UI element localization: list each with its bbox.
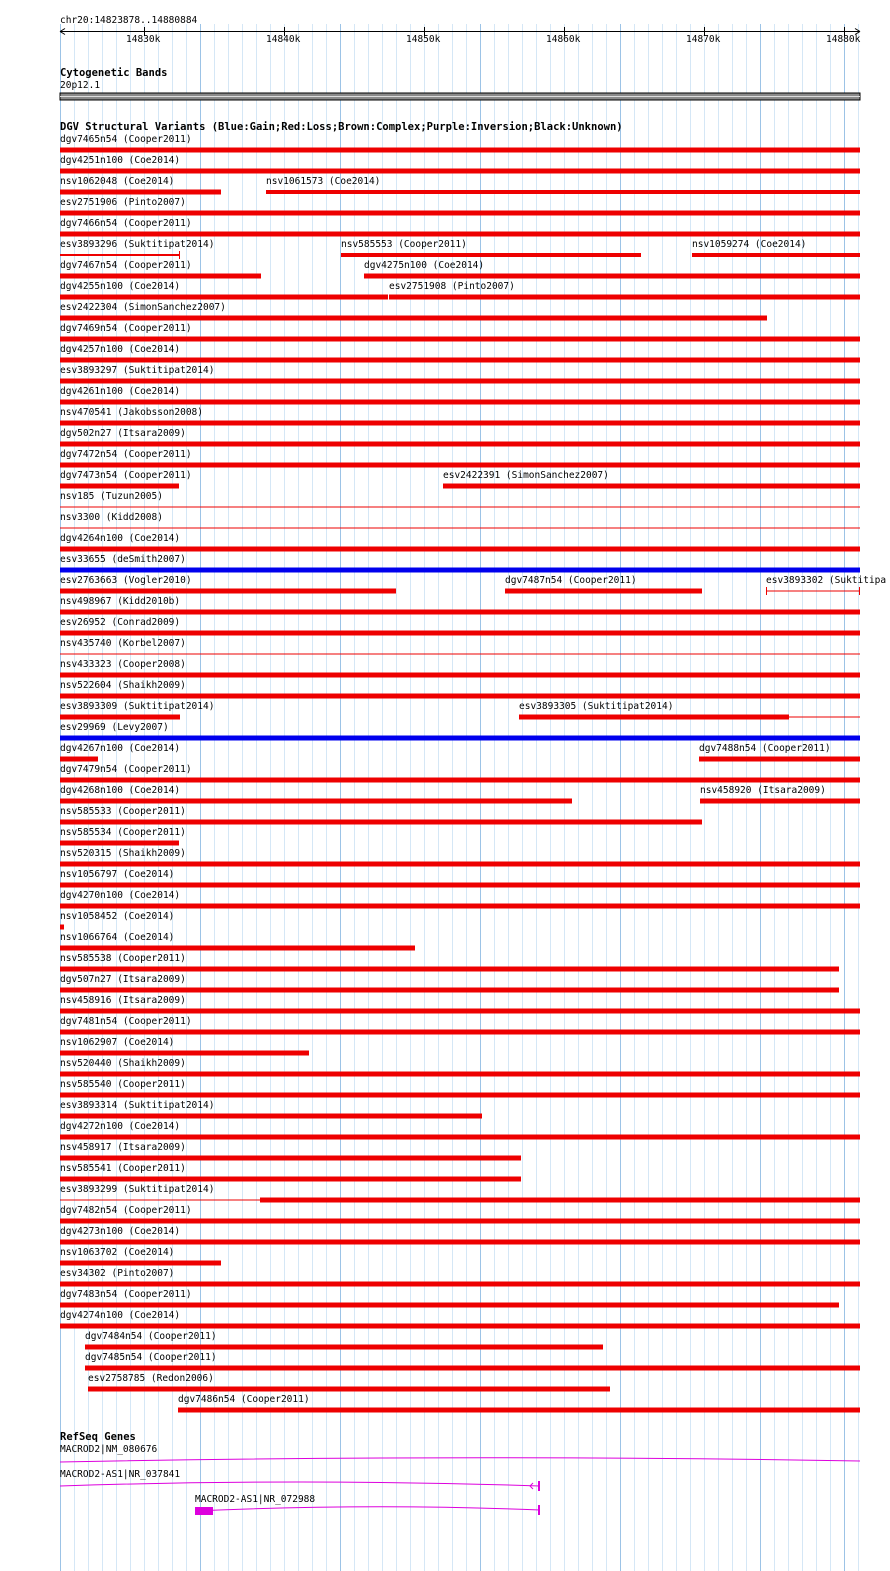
variant-bar[interactable] (85, 1345, 603, 1350)
gene-exon[interactable] (538, 1481, 540, 1491)
variant-label[interactable]: dgv4273n100 (Coe2014) (60, 1226, 181, 1237)
variant-label[interactable]: nsv1056797 (Coe2014) (60, 869, 175, 880)
variant-label[interactable]: nsv1062048 (Coe2014) (60, 176, 175, 187)
variant-bar[interactable] (692, 253, 860, 257)
variant-bar[interactable] (60, 169, 860, 174)
variant-bar[interactable] (60, 841, 179, 846)
variant-label[interactable]: esv33655 (deSmith2007) (60, 554, 186, 565)
variant-end-tick (179, 251, 180, 259)
variant-label[interactable]: nsv1066764 (Coe2014) (60, 932, 175, 943)
region-label: chr20:14823878..14880884 (60, 15, 198, 26)
variant-label[interactable]: dgv7469n54 (Cooper2011) (60, 323, 192, 334)
variant-bar[interactable] (60, 1303, 839, 1308)
variant-bar[interactable] (178, 1408, 860, 1413)
variant-label[interactable]: dgv4267n100 (Coe2014) (60, 743, 181, 754)
variant-label[interactable]: esv34302 (Pinto2007) (60, 1268, 175, 1279)
variant-label[interactable]: dgv4275n100 (Coe2014) (364, 260, 485, 271)
variant-label[interactable]: nsv585540 (Cooper2011) (60, 1079, 186, 1090)
ruler-tick-label: 14880k (826, 34, 861, 45)
variant-bar[interactable] (60, 883, 860, 888)
variant-bar[interactable] (60, 463, 860, 468)
ruler-tick-label: 14830k (126, 34, 161, 45)
variant-label[interactable]: dgv4272n100 (Coe2014) (60, 1121, 181, 1132)
variant-bar[interactable] (60, 946, 415, 951)
variant-label[interactable]: dgv7472n54 (Cooper2011) (60, 449, 192, 460)
variant-label[interactable]: dgv7465n54 (Cooper2011) (60, 134, 192, 145)
variant-label[interactable]: nsv585553 (Cooper2011) (341, 239, 467, 250)
variant-bar[interactable] (60, 1051, 309, 1056)
variant-bar[interactable] (60, 1324, 860, 1329)
variant-bar[interactable] (60, 568, 860, 573)
variant-label[interactable]: esv3893314 (Suktitipat2014) (60, 1100, 215, 1111)
variant-bar[interactable] (60, 589, 396, 594)
variant-bar[interactable] (60, 694, 860, 699)
variant-bar[interactable] (505, 589, 702, 594)
variant-label[interactable]: dgv4255n100 (Coe2014) (60, 281, 181, 292)
variant-bar[interactable] (341, 253, 641, 257)
variant-bar[interactable] (60, 631, 860, 636)
variant-bar[interactable] (60, 211, 860, 216)
gene-model-macrod2-as1[interactable] (60, 1482, 540, 1486)
variant-label[interactable]: nsv1059274 (Coe2014) (692, 239, 807, 250)
variant-label[interactable]: nsv1061573 (Coe2014) (266, 176, 381, 187)
variant-bar[interactable] (60, 254, 180, 256)
variant-label[interactable]: nsv1062907 (Coe2014) (60, 1037, 175, 1048)
ruler-tick-label: 14840k (266, 34, 301, 45)
ruler-tick-label: 14860k (546, 34, 581, 45)
variant-label[interactable]: nsv585541 (Cooper2011) (60, 1163, 186, 1174)
variant-label[interactable]: esv3893305 (Suktitipat2014) (519, 701, 674, 712)
variant-label[interactable]: esv3893309 (Suktitipat2014) (60, 701, 215, 712)
variant-label[interactable]: esv2751908 (Pinto2007) (389, 281, 515, 292)
variant-label[interactable]: nsv585534 (Cooper2011) (60, 827, 186, 838)
variant-bar[interactable] (699, 757, 860, 762)
variant-bar[interactable] (389, 295, 860, 300)
variant-label[interactable]: dgv4257n100 (Coe2014) (60, 344, 181, 355)
gene-exon[interactable] (538, 1505, 540, 1515)
variant-label[interactable]: nsv435740 (Korbel2007) (60, 638, 186, 649)
dgv-track-title: DGV Structural Variants (Blue:Gain;Red:Loss;Brown:Complex;Purple:Inversion;Black:Unknown) (60, 121, 623, 133)
variant-bar[interactable] (364, 274, 860, 279)
variant-bar[interactable] (60, 400, 860, 405)
variant-label[interactable]: dgv7466n54 (Cooper2011) (60, 218, 192, 229)
variant-label[interactable]: dgv7483n54 (Cooper2011) (60, 1289, 192, 1300)
variant-label[interactable]: dgv4270n100 (Coe2014) (60, 890, 181, 901)
variant-label[interactable]: dgv7473n54 (Cooper2011) (60, 470, 192, 481)
variant-bar[interactable] (60, 1135, 860, 1140)
variant-bar[interactable] (766, 591, 860, 592)
variant-label[interactable]: dgv7487n54 (Cooper2011) (505, 575, 637, 586)
variant-bar[interactable] (60, 736, 860, 741)
variant-label[interactable]: dgv7481n54 (Cooper2011) (60, 1016, 192, 1027)
variant-bar[interactable] (60, 1240, 860, 1245)
variant-bar[interactable] (60, 528, 860, 529)
variant-label[interactable]: dgv4264n100 (Coe2014) (60, 533, 181, 544)
variant-label[interactable]: nsv458917 (Itsara2009) (60, 1142, 186, 1153)
variant-bar[interactable] (85, 1366, 860, 1371)
variant-label[interactable]: dgv7479n54 (Cooper2011) (60, 764, 192, 775)
variant-label[interactable]: nsv522604 (Shaikh2009) (60, 680, 186, 691)
variant-bar[interactable] (60, 190, 221, 195)
variant-bar[interactable] (260, 1198, 860, 1203)
variant-label[interactable]: esv2758785 (Redon2006) (88, 1373, 214, 1384)
variant-bar[interactable] (60, 1072, 860, 1077)
variant-bar[interactable] (60, 295, 388, 300)
variant-label[interactable]: dgv4268n100 (Coe2014) (60, 785, 181, 796)
variant-bar[interactable] (60, 1282, 860, 1287)
variant-label[interactable]: nsv470541 (Jakobsson2008) (60, 407, 203, 418)
variant-bar[interactable] (60, 1093, 860, 1098)
variant-bar[interactable] (60, 1219, 860, 1224)
variant-bar[interactable] (60, 925, 64, 930)
variant-label[interactable]: nsv458920 (Itsara2009) (700, 785, 826, 796)
variant-bar[interactable] (60, 904, 860, 909)
variant-label[interactable]: esv26952 (Conrad2009) (60, 617, 181, 628)
variant-label[interactable]: nsv585538 (Cooper2011) (60, 953, 186, 964)
variant-bar[interactable] (60, 547, 860, 552)
variant-bar[interactable] (60, 148, 860, 153)
variant-bar[interactable] (60, 421, 860, 426)
variant-bar[interactable] (60, 507, 860, 508)
variant-label[interactable]: nsv585533 (Cooper2011) (60, 806, 186, 817)
variant-label[interactable]: nsv520315 (Shaikh2009) (60, 848, 186, 859)
variant-label[interactable]: nsv498967 (Kidd2010b) (60, 596, 181, 607)
gene-exon[interactable] (195, 1507, 213, 1515)
ruler-tick-label: 14870k (686, 34, 721, 45)
variant-bar[interactable] (60, 799, 572, 804)
gene-label[interactable]: MACROD2-AS1|NR_037841 (60, 1469, 181, 1480)
variant-label[interactable]: nsv1058452 (Coe2014) (60, 911, 175, 922)
variant-label[interactable]: dgv4251n100 (Coe2014) (60, 155, 181, 166)
variant-label[interactable]: nsv1063702 (Coe2014) (60, 1247, 175, 1258)
variant-bar[interactable] (60, 967, 839, 972)
variant-label[interactable]: dgv4274n100 (Coe2014) (60, 1310, 181, 1321)
variant-bar[interactable] (266, 190, 860, 194)
gene-label[interactable]: MACROD2|NM_080676 (60, 1444, 158, 1455)
variant-bar[interactable] (60, 232, 860, 237)
variant-bar[interactable] (60, 484, 179, 489)
variant-label[interactable]: dgv7482n54 (Cooper2011) (60, 1205, 192, 1216)
variant-label[interactable]: esv3893296 (Suktitipat2014) (60, 239, 215, 250)
gene-label[interactable]: MACROD2-AS1|NR_072988 (195, 1494, 316, 1505)
variant-label[interactable]: nsv520440 (Shaikh2009) (60, 1058, 186, 1069)
variant-label[interactable]: dgv4261n100 (Coe2014) (60, 386, 181, 397)
variant-bar[interactable] (60, 1030, 860, 1035)
gene-model-macrod2-as1[interactable] (195, 1507, 540, 1511)
variant-bar[interactable] (60, 778, 860, 783)
variant-label[interactable]: dgv502n27 (Itsara2009) (60, 428, 186, 439)
variant-label[interactable]: dgv7484n54 (Cooper2011) (85, 1331, 217, 1342)
variant-label[interactable]: esv3893299 (Suktitipat2014) (60, 1184, 215, 1195)
variant-bar[interactable] (519, 715, 789, 720)
variant-bar[interactable] (60, 820, 702, 825)
gene-model-macrod2[interactable] (60, 1458, 860, 1462)
refseq-track-title: RefSeq Genes (60, 1431, 136, 1443)
variant-bar[interactable] (60, 610, 860, 615)
variant-bar[interactable] (60, 379, 860, 384)
variant-label[interactable]: dgv7488n54 (Cooper2011) (699, 743, 831, 754)
variant-label[interactable]: nsv3300 (Kidd2008) (60, 512, 163, 523)
variant-end-tick (766, 587, 767, 595)
variant-bar[interactable] (60, 673, 860, 678)
variant-label[interactable]: nsv433323 (Cooper2008) (60, 659, 186, 670)
variant-bar[interactable] (443, 484, 860, 489)
variant-bar[interactable] (60, 1156, 521, 1161)
variant-bar[interactable] (60, 274, 261, 279)
cytoband-track-title: Cytogenetic Bands (60, 67, 168, 79)
variant-bar[interactable] (60, 757, 98, 762)
variant-label[interactable]: esv2763663 (Vogler2010) (60, 575, 192, 586)
variant-bar[interactable] (60, 862, 860, 867)
variant-bar[interactable] (60, 1177, 521, 1182)
variant-bar[interactable] (60, 442, 860, 447)
variant-label[interactable]: esv3893302 (Suktitipa (766, 575, 887, 586)
variant-label[interactable]: esv29969 (Levy2007) (60, 722, 169, 733)
variant-bar[interactable] (88, 1387, 610, 1392)
variant-label[interactable]: nsv185 (Tuzun2005) (60, 491, 163, 502)
variant-bar[interactable] (60, 1261, 221, 1266)
variant-bar[interactable] (60, 1114, 482, 1119)
variant-label[interactable]: esv2751906 (Pinto2007) (60, 197, 186, 208)
variant-bar[interactable] (60, 654, 860, 655)
variant-label[interactable]: dgv7485n54 (Cooper2011) (85, 1352, 217, 1363)
variant-bar[interactable] (60, 988, 839, 993)
variant-end-tick (859, 587, 860, 595)
variant-bar[interactable] (700, 799, 860, 804)
variant-label[interactable]: esv3893297 (Suktitipat2014) (60, 365, 215, 376)
variant-label[interactable]: dgv507n27 (Itsara2009) (60, 974, 186, 985)
variant-label[interactable]: esv2422304 (SimonSanchez2007) (60, 302, 226, 313)
variant-label[interactable]: dgv7486n54 (Cooper2011) (178, 1394, 310, 1405)
variant-bar[interactable] (60, 715, 180, 720)
variant-label[interactable]: nsv458916 (Itsara2009) (60, 995, 186, 1006)
variant-bar[interactable] (60, 337, 860, 342)
variant-bar[interactable] (60, 358, 860, 363)
variant-bar[interactable] (60, 316, 767, 321)
variant-bar[interactable] (60, 1009, 860, 1014)
cytoband-label: 20p12.1 (60, 80, 101, 91)
ruler-tick-label: 14850k (406, 34, 441, 45)
variant-label[interactable]: esv2422391 (SimonSanchez2007) (443, 470, 609, 481)
variant-label[interactable]: dgv7467n54 (Cooper2011) (60, 260, 192, 271)
